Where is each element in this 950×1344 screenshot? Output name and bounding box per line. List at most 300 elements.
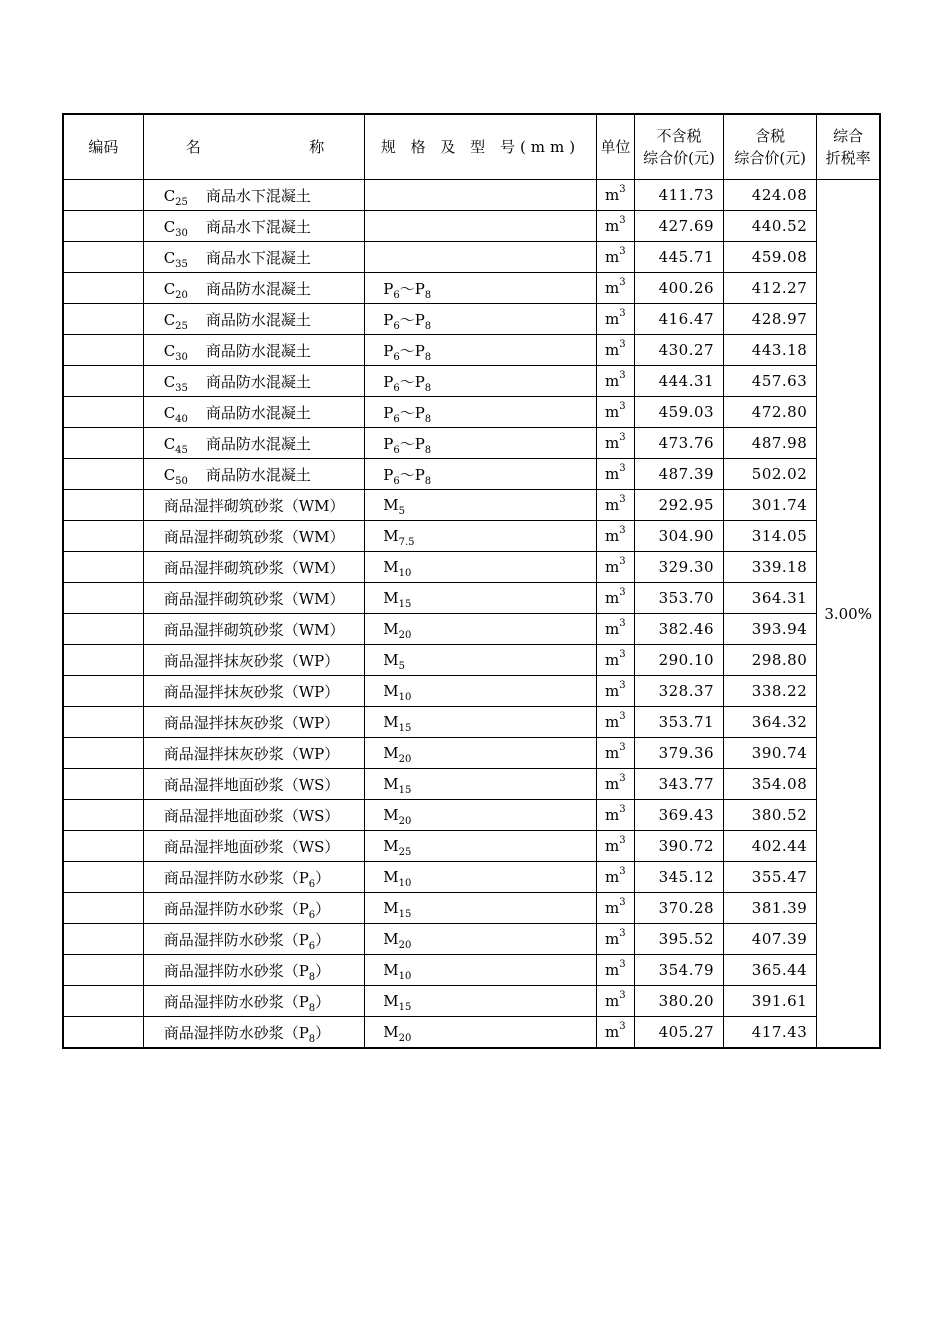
spec-text: P	[383, 341, 394, 360]
cell-price-inc-tax: 339.18	[724, 552, 817, 583]
cell-price-inc-tax: 428.97	[724, 304, 817, 335]
spec-subscript: 6	[393, 289, 400, 301]
table-row	[63, 211, 880, 242]
cell-spec	[365, 521, 597, 552]
name-text: 商品湿拌地面砂浆（WS）	[163, 806, 340, 825]
cell-unit	[596, 552, 634, 583]
cell-price-inc-tax: 407.39	[724, 924, 817, 955]
name-subscript: 35	[175, 382, 188, 394]
cell-price-inc-tax: 364.32	[724, 707, 817, 738]
unit-superscript: 3	[619, 928, 626, 939]
spec-subscript-2: 8	[424, 475, 432, 487]
unit-superscript: 3	[619, 308, 626, 319]
spec-text: M	[383, 713, 399, 731]
cell-code	[63, 800, 143, 831]
table-row	[63, 893, 880, 924]
spec-mid: ～P	[399, 372, 425, 391]
table-row	[63, 1017, 880, 1049]
unit-superscript: 3	[619, 897, 626, 908]
cell-code	[63, 583, 143, 614]
name-text: 商品湿拌抹灰砂浆（WP）	[163, 682, 340, 701]
cell-price-ex-tax: 354.79	[634, 955, 723, 986]
cell-price-inc-tax: 457.63	[724, 366, 817, 397]
spec-subscript: 6	[393, 444, 400, 456]
spec-subscript-2: 8	[424, 289, 432, 301]
cell-code	[63, 335, 143, 366]
cell-name	[143, 645, 365, 676]
cell-price-ex-tax: 353.71	[634, 707, 723, 738]
name-subscript: 8	[308, 1002, 316, 1014]
spec-mid: ～P	[399, 341, 425, 360]
cell-unit	[596, 862, 634, 893]
cell-unit	[596, 273, 634, 304]
spec-subscript: 6	[393, 475, 400, 487]
cell-code	[63, 242, 143, 273]
header-name-left: 名	[185, 138, 201, 156]
unit-text: m	[605, 465, 620, 483]
unit-superscript: 3	[619, 401, 626, 412]
cell-price-inc-tax: 472.80	[724, 397, 817, 428]
cell-spec	[365, 397, 597, 428]
name-rest: 商品防水混凝土	[205, 372, 311, 391]
unit-text: m	[605, 899, 620, 917]
name-subscript: 8	[308, 1033, 316, 1045]
unit-text: m	[605, 217, 620, 235]
spec-subscript: 15	[398, 785, 412, 796]
name-rest: ）	[315, 930, 331, 949]
cell-unit	[596, 986, 634, 1017]
name-subscript: 6	[308, 909, 316, 921]
cell-spec	[365, 893, 597, 924]
spec-mid: ～P	[399, 279, 425, 298]
unit-superscript: 3	[619, 432, 626, 443]
spec-subscript: 6	[393, 382, 400, 394]
header-price-ex-tax: 不含税 综合价(元)	[634, 114, 723, 180]
unit-text: m	[605, 1023, 620, 1041]
table-row	[63, 924, 880, 955]
table-row	[63, 428, 880, 459]
cell-price-inc-tax: 354.08	[724, 769, 817, 800]
cell-code	[63, 645, 143, 676]
cell-name	[143, 800, 365, 831]
table-row	[63, 366, 880, 397]
cell-price-ex-tax: 380.20	[634, 986, 723, 1017]
cell-price-ex-tax: 459.03	[634, 397, 723, 428]
spec-text: M	[383, 899, 399, 917]
unit-text: m	[605, 775, 620, 793]
name-subscript: 6	[308, 940, 316, 952]
unit-superscript: 3	[619, 246, 626, 257]
unit-superscript: 3	[619, 990, 626, 1001]
cell-name	[143, 893, 365, 924]
cell-price-ex-tax: 390.72	[634, 831, 723, 862]
table-row	[63, 831, 880, 862]
cell-spec	[365, 552, 597, 583]
unit-text: m	[605, 930, 620, 948]
cell-name	[143, 366, 365, 397]
cell-price-inc-tax: 412.27	[724, 273, 817, 304]
name-subscript: 20	[175, 289, 188, 301]
unit-text: m	[605, 589, 620, 607]
cell-price-inc-tax: 355.47	[724, 862, 817, 893]
cell-spec	[365, 800, 597, 831]
cell-price-inc-tax: 391.61	[724, 986, 817, 1017]
name-text: C	[163, 434, 176, 453]
cell-spec	[365, 366, 597, 397]
cell-unit	[596, 924, 634, 955]
name-text: C	[163, 403, 176, 422]
unit-text: m	[605, 496, 620, 514]
unit-superscript: 3	[619, 649, 626, 660]
spec-subscript: 15	[398, 599, 412, 610]
spec-subscript-2: 8	[424, 444, 432, 456]
cell-unit	[596, 211, 634, 242]
cell-unit	[596, 490, 634, 521]
cell-spec	[365, 707, 597, 738]
spec-subscript: 15	[398, 1002, 412, 1013]
unit-superscript: 3	[619, 773, 626, 784]
cell-price-ex-tax: 427.69	[634, 211, 723, 242]
spec-subscript: 15	[398, 723, 412, 734]
cell-spec	[365, 924, 597, 955]
cell-price-inc-tax: 459.08	[724, 242, 817, 273]
name-text: 商品湿拌防水砂浆（P	[163, 961, 309, 980]
cell-name	[143, 831, 365, 862]
table-row	[63, 304, 880, 335]
spec-text: M	[383, 930, 399, 948]
cell-unit	[596, 1017, 634, 1049]
cell-name	[143, 769, 365, 800]
unit-text: m	[605, 527, 620, 545]
name-rest: 商品防水混凝土	[205, 341, 311, 360]
name-text: 商品湿拌砌筑砂浆（WM）	[163, 589, 345, 608]
name-subscript: 25	[175, 320, 188, 332]
cell-unit	[596, 397, 634, 428]
name-text: 商品湿拌防水砂浆（P	[163, 899, 309, 918]
cell-code	[63, 428, 143, 459]
unit-superscript: 3	[619, 1021, 626, 1032]
cell-price-ex-tax: 416.47	[634, 304, 723, 335]
table-row	[63, 521, 880, 552]
cell-code	[63, 738, 143, 769]
cell-name	[143, 583, 365, 614]
cell-code	[63, 955, 143, 986]
cell-spec	[365, 180, 597, 211]
header-price-inc-tax: 含税 综合价(元)	[724, 114, 817, 180]
name-text: 商品湿拌砌筑砂浆（WM）	[163, 558, 345, 577]
unit-superscript: 3	[619, 742, 626, 753]
name-text: 商品湿拌防水砂浆（P	[163, 1023, 309, 1042]
spec-text: P	[383, 372, 394, 391]
cell-spec	[365, 1017, 597, 1049]
cell-spec	[365, 986, 597, 1017]
cell-price-inc-tax: 424.08	[724, 180, 817, 211]
cell-price-ex-tax: 353.70	[634, 583, 723, 614]
cell-price-inc-tax: 443.18	[724, 335, 817, 366]
cell-name	[143, 397, 365, 428]
spec-text: M	[383, 558, 399, 576]
cell-spec	[365, 676, 597, 707]
cell-spec	[365, 738, 597, 769]
table-row	[63, 738, 880, 769]
name-subscript: 40	[175, 413, 188, 425]
spec-subscript: 20	[398, 630, 412, 641]
cell-spec	[365, 769, 597, 800]
cell-unit	[596, 645, 634, 676]
spec-text: M	[383, 527, 399, 545]
cell-code	[63, 304, 143, 335]
price-table	[62, 113, 881, 1049]
cell-price-ex-tax: 292.95	[634, 490, 723, 521]
cell-price-inc-tax: 402.44	[724, 831, 817, 862]
spec-subscript-2: 8	[424, 351, 432, 363]
cell-spec	[365, 428, 597, 459]
unit-text: m	[605, 651, 620, 669]
spec-subscript: 6	[393, 351, 400, 363]
cell-code	[63, 924, 143, 955]
spec-mid: ～P	[399, 310, 425, 329]
spec-text: M	[383, 744, 399, 762]
spec-text: M	[383, 961, 399, 979]
cell-code	[63, 831, 143, 862]
name-text: C	[163, 310, 176, 329]
header-tax-rate: 综合 折税率	[817, 114, 880, 180]
cell-code	[63, 552, 143, 583]
cell-unit	[596, 242, 634, 273]
name-text: 商品湿拌砌筑砂浆（WM）	[163, 620, 345, 639]
spec-subscript: 25	[398, 847, 412, 858]
name-rest: 商品防水混凝土	[205, 279, 311, 298]
name-text: C	[163, 186, 176, 205]
cell-code	[63, 459, 143, 490]
table-row	[63, 180, 880, 211]
unit-text: m	[605, 992, 620, 1010]
cell-price-inc-tax: 314.05	[724, 521, 817, 552]
name-rest: ）	[315, 868, 331, 887]
cell-price-ex-tax: 405.27	[634, 1017, 723, 1049]
spec-subscript-2: 8	[424, 413, 432, 425]
cell-price-ex-tax: 411.73	[634, 180, 723, 211]
name-subscript: 25	[175, 196, 188, 208]
cell-unit	[596, 800, 634, 831]
cell-code	[63, 676, 143, 707]
spec-subscript: 20	[398, 1033, 412, 1044]
cell-code	[63, 707, 143, 738]
cell-tax-rate: 3.00%	[817, 180, 880, 1049]
table-row	[63, 769, 880, 800]
cell-price-ex-tax: 304.90	[634, 521, 723, 552]
name-rest: 商品防水混凝土	[205, 403, 311, 422]
spec-text: M	[383, 682, 399, 700]
spec-subscript: 20	[398, 940, 412, 951]
cell-unit	[596, 459, 634, 490]
spec-subscript: 10	[398, 568, 412, 579]
name-subscript: 30	[175, 227, 188, 239]
name-subscript: 35	[175, 258, 188, 270]
cell-price-ex-tax: 382.46	[634, 614, 723, 645]
name-rest: ）	[315, 961, 331, 980]
cell-name	[143, 552, 365, 583]
cell-unit	[596, 583, 634, 614]
cell-spec	[365, 490, 597, 521]
cell-name	[143, 490, 365, 521]
cell-spec	[365, 211, 597, 242]
name-text: C	[163, 372, 176, 391]
cell-name	[143, 707, 365, 738]
spec-subscript: 7.5	[398, 537, 415, 548]
cell-name	[143, 242, 365, 273]
cell-price-ex-tax: 369.43	[634, 800, 723, 831]
cell-code	[63, 614, 143, 645]
spec-text: M	[383, 837, 399, 855]
cell-price-ex-tax: 370.28	[634, 893, 723, 924]
spec-subscript: 20	[398, 816, 412, 827]
spec-text: M	[383, 992, 399, 1010]
name-text: C	[163, 341, 176, 360]
unit-superscript: 3	[619, 866, 626, 877]
cell-price-inc-tax: 298.80	[724, 645, 817, 676]
name-text: C	[163, 465, 176, 484]
spec-text: P	[383, 279, 394, 298]
name-rest: 商品防水混凝土	[205, 310, 311, 329]
spec-text: P	[383, 465, 394, 484]
table-row	[63, 273, 880, 304]
spec-subscript: 20	[398, 754, 412, 765]
unit-text: m	[605, 713, 620, 731]
cell-unit	[596, 738, 634, 769]
cell-spec	[365, 955, 597, 986]
cell-spec	[365, 614, 597, 645]
unit-superscript: 3	[619, 277, 626, 288]
table-row	[63, 242, 880, 273]
cell-code	[63, 1017, 143, 1049]
spec-subscript: 15	[398, 909, 412, 920]
name-rest: ）	[315, 899, 331, 918]
table-row	[63, 397, 880, 428]
table-body	[63, 180, 880, 1049]
table-row	[63, 583, 880, 614]
name-text: C	[163, 248, 176, 267]
name-text: 商品湿拌抹灰砂浆（WP）	[163, 713, 340, 732]
cell-name	[143, 459, 365, 490]
table-row	[63, 955, 880, 986]
unit-text: m	[605, 961, 620, 979]
unit-text: m	[605, 744, 620, 762]
cell-name	[143, 335, 365, 366]
unit-superscript: 3	[619, 804, 626, 815]
table-row	[63, 986, 880, 1017]
cell-unit	[596, 180, 634, 211]
header-name-right: 称	[309, 138, 325, 156]
cell-price-inc-tax: 487.98	[724, 428, 817, 459]
cell-code	[63, 986, 143, 1017]
cell-name	[143, 676, 365, 707]
unit-superscript: 3	[619, 525, 626, 536]
cell-name	[143, 986, 365, 1017]
unit-text: m	[605, 279, 620, 297]
unit-superscript: 3	[619, 680, 626, 691]
name-text: 商品湿拌砌筑砂浆（WM）	[163, 527, 345, 546]
cell-name	[143, 211, 365, 242]
spec-text: M	[383, 589, 399, 607]
unit-superscript: 3	[619, 835, 626, 846]
cell-price-inc-tax: 417.43	[724, 1017, 817, 1049]
cell-name	[143, 955, 365, 986]
cell-price-inc-tax: 301.74	[724, 490, 817, 521]
name-subscript: 45	[175, 444, 188, 456]
cell-unit	[596, 366, 634, 397]
cell-spec	[365, 304, 597, 335]
cell-name	[143, 180, 365, 211]
cell-price-inc-tax: 393.94	[724, 614, 817, 645]
cell-name	[143, 862, 365, 893]
unit-text: m	[605, 310, 620, 328]
cell-name	[143, 924, 365, 955]
name-subscript: 8	[308, 971, 316, 983]
unit-superscript: 3	[619, 959, 626, 970]
spec-text: P	[383, 403, 394, 422]
unit-text: m	[605, 434, 620, 452]
table-row	[63, 800, 880, 831]
spec-subscript: 10	[398, 971, 412, 982]
name-text: 商品湿拌地面砂浆（WS）	[163, 837, 340, 856]
cell-price-inc-tax: 364.31	[724, 583, 817, 614]
unit-text: m	[605, 403, 620, 421]
cell-spec	[365, 645, 597, 676]
name-text: C	[163, 217, 176, 236]
cell-unit	[596, 304, 634, 335]
unit-superscript: 3	[619, 370, 626, 381]
cell-code	[63, 490, 143, 521]
cell-price-ex-tax: 379.36	[634, 738, 723, 769]
spec-text: M	[383, 496, 399, 514]
spec-text: M	[383, 868, 399, 886]
cell-name	[143, 428, 365, 459]
table-row	[63, 645, 880, 676]
cell-spec	[365, 335, 597, 366]
name-subscript: 6	[308, 878, 316, 890]
unit-superscript: 3	[619, 215, 626, 226]
name-text: 商品湿拌防水砂浆（P	[163, 992, 309, 1011]
spec-text: M	[383, 806, 399, 824]
cell-name	[143, 738, 365, 769]
cell-price-inc-tax: 365.44	[724, 955, 817, 986]
cell-price-ex-tax: 487.39	[634, 459, 723, 490]
spec-subscript: 6	[393, 320, 400, 332]
name-rest: ）	[315, 992, 331, 1011]
spec-text: P	[383, 310, 394, 329]
table-row	[63, 614, 880, 645]
name-subscript: 50	[175, 475, 188, 487]
spec-text: M	[383, 1023, 399, 1041]
spec-text: M	[383, 651, 399, 669]
cell-spec	[365, 459, 597, 490]
unit-superscript: 3	[619, 618, 626, 629]
cell-unit	[596, 707, 634, 738]
cell-price-ex-tax: 345.12	[634, 862, 723, 893]
cell-code	[63, 366, 143, 397]
cell-name	[143, 614, 365, 645]
cell-spec	[365, 242, 597, 273]
cell-unit	[596, 335, 634, 366]
cell-name	[143, 273, 365, 304]
unit-superscript: 3	[619, 587, 626, 598]
cell-name	[143, 521, 365, 552]
cell-code	[63, 862, 143, 893]
spec-subscript: 10	[398, 878, 412, 889]
cell-unit	[596, 676, 634, 707]
cell-code	[63, 273, 143, 304]
